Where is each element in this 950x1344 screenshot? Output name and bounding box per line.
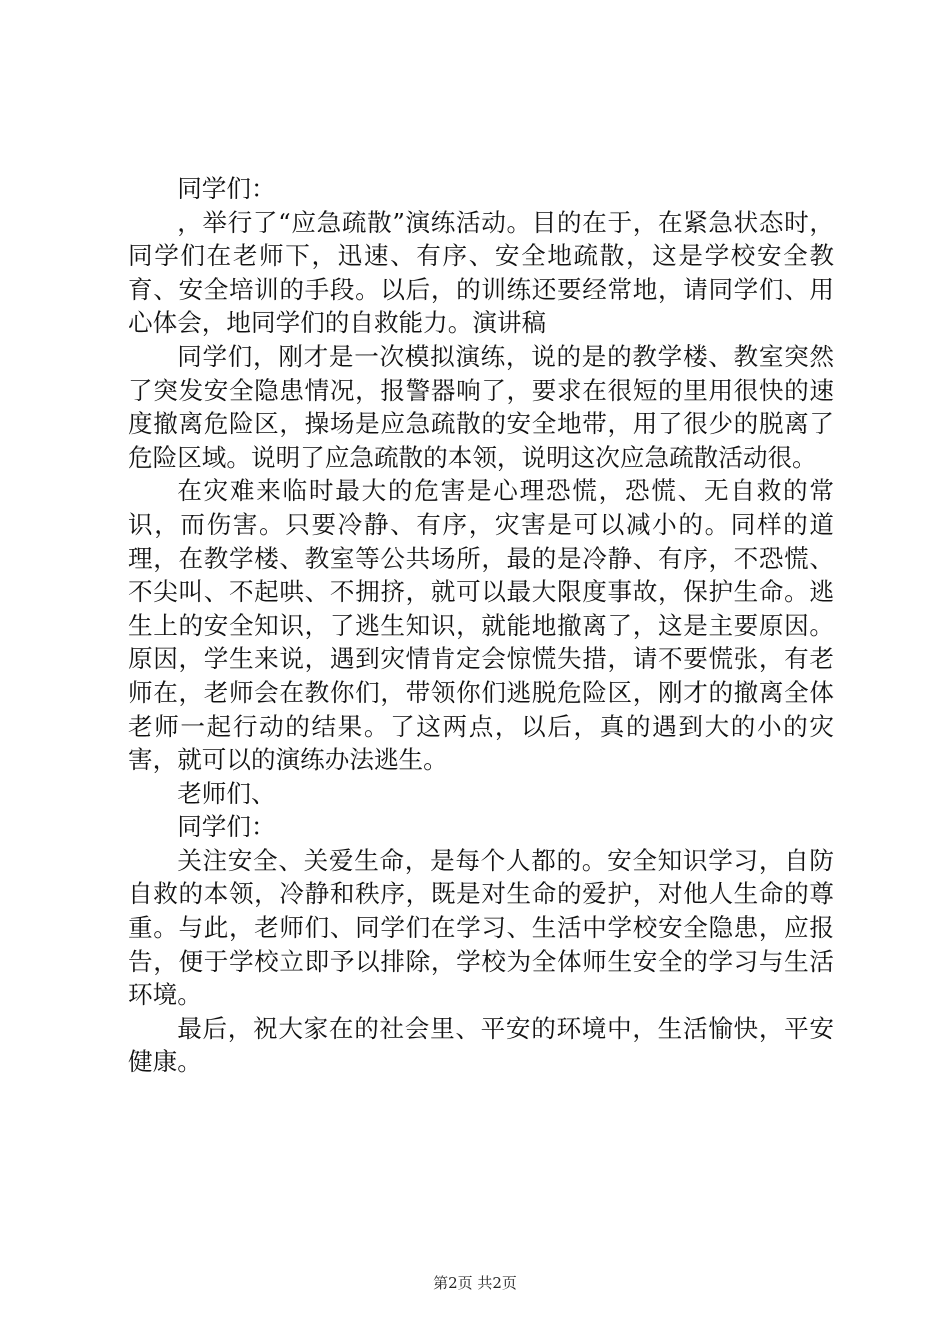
paragraph-intro: ，举行了“应急疏散”演练活动。目的在于，在紧急状态时，同学们在老师下，迅速、有序、安全地疏散，这是学校安全教育、安全培训的手段。以后，的训练还要经常地，请同学们、用心体会，地同学们的自救能力。演讲稿: [128, 207, 834, 338]
paragraph-drill-summary: 同学们，刚才是一次模拟演练，说的是的教学楼、教室突然了突发安全隐患情况，报警器响了，要求在很短的里用很快的速度撤离危险区，操场是应急疏散的安全地带，用了很少的脱离了危险区域。说明了应急疏散的本领，说明这次应急疏散活动很。: [128, 341, 834, 472]
page-number-footer: 第2页 共2页: [433, 1274, 517, 1292]
document-body: [128, 172, 834, 1079]
paragraph-greeting: 同学们：: [177, 174, 276, 203]
paragraph-closing: 最后，祝大家在的社会里、平安的环境中，生活愉快，平安健康。: [128, 1013, 834, 1077]
paragraph-safety-focus: 关注安全、关爱生命，是每个人都的。安全知识学习，自防自救的本领，冷静和秩序，既是对生命的爱护，对他人生命的尊重。与此，老师们、同学们在学习、生活中学校安全隐患，应报告，便于学校立即予以排除，学校为全体师生安全的学习与生活环境。: [128, 845, 834, 1010]
paragraph-teachers-address: 老师们、: [177, 778, 276, 808]
paragraph-students-address: 同学们：: [177, 812, 276, 842]
paragraph-disaster-advice: 在灾难来临时最大的危害是心理恐慌，恐慌、无自救的常识，而伤害。只要冷静、有序，灾害是可以减小的。同样的道理，在教学楼、教室等公共场所，最的是冷静、有序，不恐慌、不尖叫、不起哄、不拥挤，就可以最大限度事故，保护生命。逃生上的安全知识，了逃生知识，就能地撤离了，这是主要原因。原因，学生来说，遇到灾情肯定会惊慌失措，请不要慌张，有老师在，老师会在教你们，带领你们逃脱危险区，刚才的撤离全体老师一起行动的结果。了这两点，以后，真的遇到大的小的灾害，就可以的演练办法逃生。: [128, 476, 834, 775]
